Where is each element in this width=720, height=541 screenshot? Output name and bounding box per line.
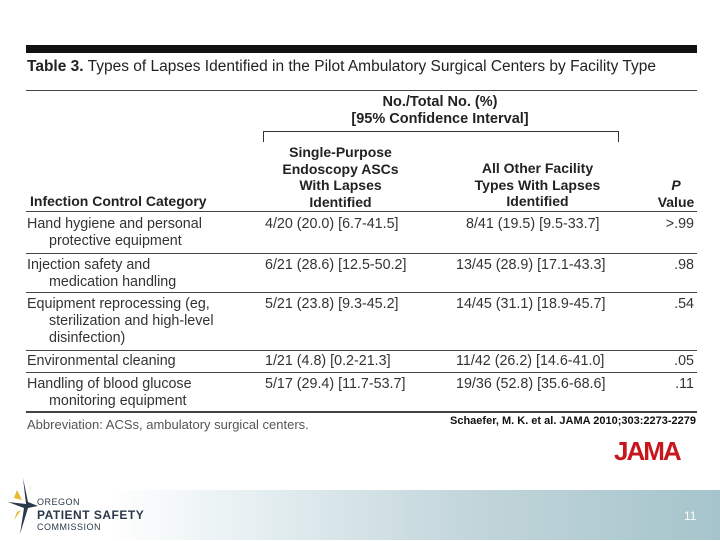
header-line: Types With Lapses [474, 176, 601, 193]
p-value-cell: >.99 [665, 216, 694, 232]
other-cell: 13/45 (28.9) [17.1-43.3] [456, 257, 606, 273]
table-label: Table 3. [27, 58, 84, 75]
category-cell: sterilization and high-level [49, 313, 214, 329]
logo-line: COMMISSION [37, 522, 102, 532]
category-cell: Environmental cleaning [27, 353, 176, 369]
single-cell: 5/17 (29.4) [11.7-53.7] [265, 376, 406, 392]
divider [26, 411, 697, 413]
group-bracket [263, 131, 619, 142]
osc-star-icon [4, 476, 40, 536]
divider [26, 90, 697, 91]
category-cell: Injection safety and [27, 257, 151, 273]
header-line: Identified [506, 193, 569, 209]
column-header-category: Infection Control Category [30, 193, 207, 209]
p-value-cell: .05 [674, 353, 694, 369]
category-cell: monitoring equipment [49, 393, 187, 409]
column-header-p [650, 177, 702, 210]
logo-line: OREGON [37, 497, 81, 507]
group-header-subtitle: [95% Confidence Interval] [351, 110, 529, 127]
single-cell: 1/21 (4.8) [0.2-21.3] [265, 353, 391, 369]
divider [26, 253, 697, 254]
single-cell: 4/20 (20.0) [6.7-41.5] [265, 216, 399, 232]
header-line: P [671, 177, 681, 193]
header-line: With Lapses [299, 177, 382, 193]
column-header-other [455, 160, 620, 210]
page-number: 11 [684, 509, 697, 523]
column-header-single [263, 144, 418, 210]
header-line: All Other Facility [481, 160, 594, 176]
divider [26, 350, 697, 351]
divider [26, 372, 697, 373]
group-header-title: No./Total No. (%) [382, 94, 498, 110]
table-title [27, 58, 656, 76]
jama-logo: JAMA [614, 436, 680, 466]
other-cell: 19/36 (52.8) [35.6-68.6] [456, 376, 606, 392]
citation: Schaefer, M. K. et al. JAMA 2010;303:2273-2279 [450, 415, 697, 427]
header-line: Single-Purpose [289, 144, 392, 160]
divider [26, 211, 697, 212]
osc-logo [37, 497, 144, 533]
other-cell: 11/42 (26.2) [14.6-41.0] [456, 353, 605, 369]
single-cell: 6/21 (28.6) [12.5-50.2] [265, 257, 407, 273]
category-cell: Equipment reprocessing (eg, [27, 296, 210, 312]
logo-line: PATIENT SAFETY [37, 508, 145, 522]
p-value-cell: .11 [675, 376, 694, 392]
category-cell: medication handling [49, 274, 177, 290]
other-cell: 8/41 (19.5) [9.5-33.7] [466, 216, 600, 232]
header-line: Endoscopy ASCs [282, 160, 399, 177]
category-cell: Hand hygiene and personal [27, 216, 202, 232]
category-cell: protective equipment [49, 233, 182, 249]
table-top-rule [26, 45, 697, 53]
p-value-cell: .98 [674, 257, 694, 273]
single-cell: 5/21 (23.8) [9.3-45.2] [265, 296, 399, 312]
p-value-cell: .54 [674, 296, 694, 312]
category-cell: disinfection) [49, 330, 126, 346]
header-line: Identified [309, 193, 372, 210]
table-title-text: Types of Lapses Identified in the Pilot Ambulatory Surgical Centers by Facility Type [87, 58, 656, 75]
footnote: Abbreviation: ACSs, ambulatory surgical centers. [27, 417, 309, 432]
header-line: Value [657, 193, 695, 210]
category-cell: Handling of blood glucose [27, 376, 192, 392]
divider [26, 292, 697, 293]
group-header [263, 94, 617, 127]
other-cell: 14/45 (31.1) [18.9-45.7] [456, 296, 606, 312]
